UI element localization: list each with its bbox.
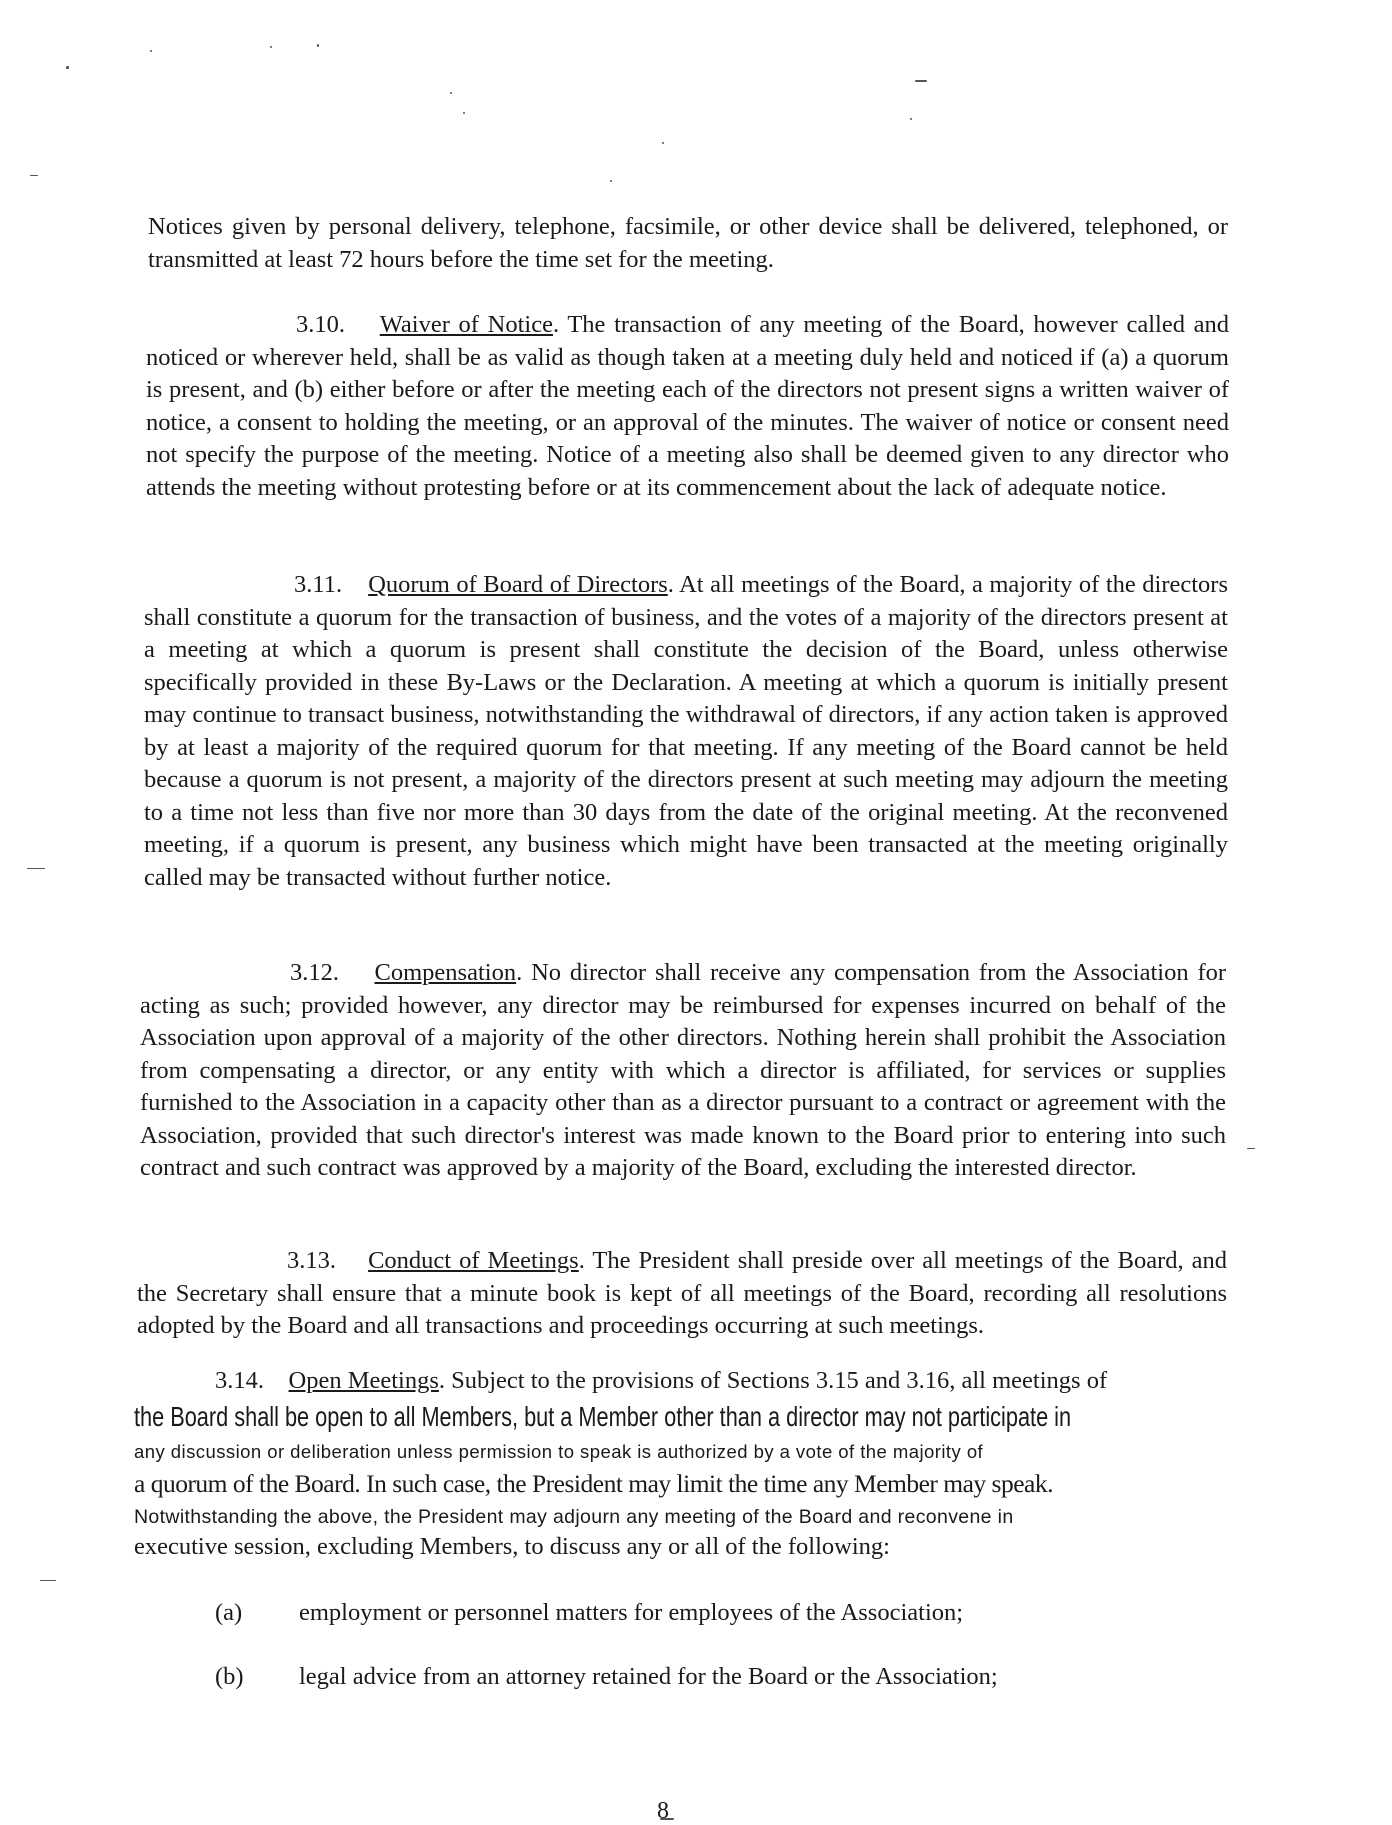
intro-text: Notices given by personal delivery, telephone, facsimile, or other device shall be delivered, telephoned, or transmitted at least 72 hours before the time set for the meeting.: [148, 213, 1228, 273]
intro-paragraph: [148, 211, 1228, 276]
list-item-text: legal advice from an attorney retained for the Board or the Association;: [299, 1663, 998, 1690]
scan-speck: [66, 66, 69, 69]
scan-speck: [450, 92, 452, 94]
scan-speck: [270, 46, 272, 48]
section-3-14-line-3: any discussion or deliberation unless permission to speak is authorized by a vote of the majority of: [134, 1441, 984, 1462]
scan-speck: [317, 44, 319, 47]
section-body: . At all meetings of the Board, a majority of the directors shall constitute a quorum for the transaction of business, and the votes of a majority of the directors present at a meeting at which a quorum is present shall constitute the decision of the Board, unless otherwise specifically provided in these By-Laws or the Declaration. A meeting at which a quorum is initially present may continue to transact business, notwithstanding the withdrawal of directors, if any action taken is approved by at least a majority of the required quorum for that meeting. If any meeting of the Board cannot be held because a quorum is not present, a majority of the directors present at such meeting may adjourn the meeting to a time not less than five nor more than 30 days from the date of the original meeting. At the reconvened meeting, if a quorum is present, any business which might have been transacted at the meeting originally called may be transacted without further notice.: [144, 571, 1229, 891]
section-3-14-line-5: Notwithstanding the above, the President may adjourn any meeting of the Board and reconvene in: [134, 1506, 1014, 1528]
scan-speck: [30, 175, 38, 176]
section-3-14-line-6: executive session, excluding Members, to discuss any or all of the following:: [134, 1533, 890, 1560]
scan-speck: [150, 50, 152, 52]
section-3-14-text-1: . Subject to the provisions of Sections 3.15 and 3.16, all meetings of: [438, 1367, 1108, 1394]
section-3-13: [137, 1245, 1227, 1343]
scan-speck: [662, 142, 664, 144]
scan-speck: [40, 1580, 56, 1581]
scan-speck: [463, 112, 465, 114]
list-item: [215, 1597, 1115, 1629]
list-item-label: (a): [215, 1599, 243, 1626]
list-item-label: (b): [215, 1663, 244, 1690]
scan-speck: [910, 118, 912, 120]
section-number: 3.10.: [296, 311, 345, 338]
section-title: Open Meetings: [288, 1367, 439, 1394]
section-title: Quorum of Board of Directors: [368, 571, 668, 598]
list-item-text: employment or personnel matters for employees of the Association;: [299, 1599, 964, 1626]
section-body: . The President shall preside over all meetings of the Board, and the Secretary shall ensure that a minute book is kept of all meetings of the Board, recording all resolutions adopted by the Board and all transactions and proceedings occurring at such meetings.: [137, 1247, 1227, 1339]
section-3-10: [146, 309, 1229, 504]
scan-speck: [610, 180, 612, 182]
section-3-14-line-1: [215, 1365, 1215, 1397]
section-body: . No director shall receive any compensation from the Association for acting as such; provided however, any director may be reimbursed for expenses incurred on behalf of the Association upon approval of a majority of the other directors. Nothing herein shall prohibit the Association from compensating a director, or any entity with which a director is affiliated, for services or supplies furnished to the Association in a capacity other than as a director pursuant to a contract or agreement with the Association, provided that such director's interest was made known to the Board prior to entering into such contract and such contract was approved by a majority of the Board, excluding the interested director.: [140, 959, 1227, 1181]
list-item: [215, 1661, 1115, 1693]
section-number: 3.11.: [294, 571, 343, 598]
section-number: 3.12.: [290, 959, 339, 986]
scan-speck: [27, 868, 45, 869]
scan-speck: [1247, 1148, 1255, 1149]
section-title: Waiver of Notice: [379, 311, 553, 338]
section-3-14-line-4: a quorum of the Board. In such case, the President may limit the time any Member may speak.: [134, 1469, 1053, 1498]
section-title: Conduct of Meetings: [368, 1247, 579, 1274]
section-title: Compensation: [374, 959, 517, 986]
section-number: 3.14.: [215, 1367, 264, 1394]
section-3-14-line-2: the Board shall be open to all Members, but a Member other than a director may not participate in: [134, 1401, 1072, 1432]
section-number: 3.13.: [287, 1247, 336, 1274]
section-3-11: [144, 569, 1228, 894]
section-3-12: [140, 957, 1226, 1185]
page-number: 8: [657, 1798, 669, 1824]
section-body: . The transaction of any meeting of the Board, however called and noticed or wherever held, shall be as valid as though taken at a meeting duly held and noticed if (a) a quorum is present, and (b) either before or after the meeting each of the directors not present signs a written waiver of notice, a consent to holding the meeting, or an approval of the minutes. The waiver of notice or consent need not specify the purpose of the meeting. Notice of a meeting also shall be deemed given to any director who attends the meeting without protesting before or at its commencement about the lack of adequate notice.: [146, 311, 1230, 501]
scan-speck: [915, 80, 927, 82]
